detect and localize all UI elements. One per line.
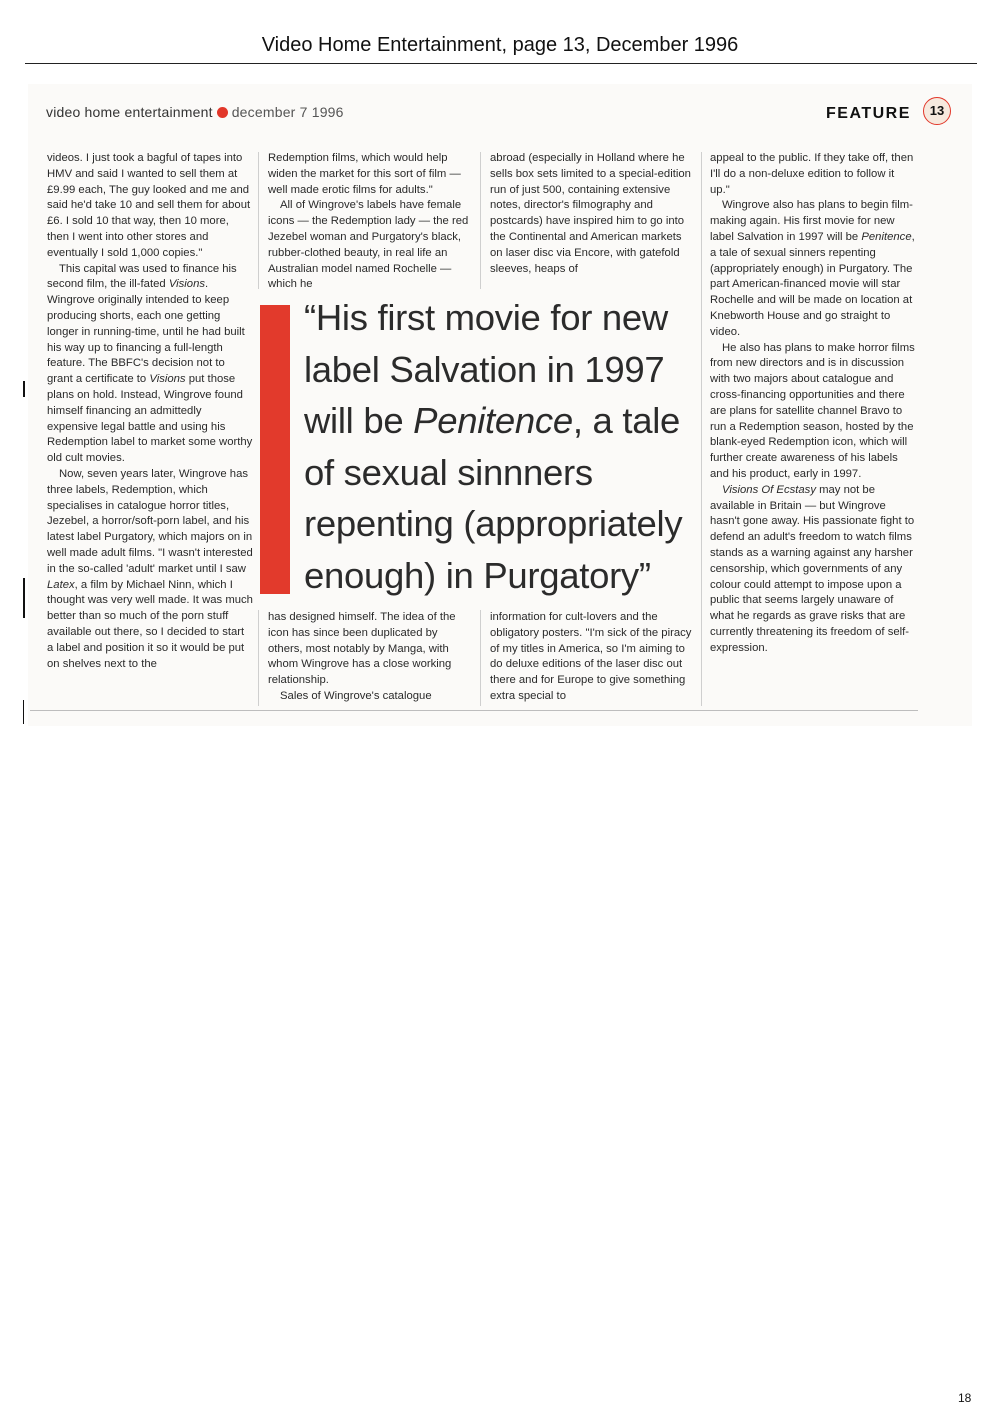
paragraph: He also has plans to make horror films from new directors and is in discussion with two majors about catalogue and cross-financing opportunities and there are plans for satellite channel Bravo to run a Redemption season, hosted by the blank-eyed Redemption icon, which will further create awareness of his labels and his product, early in 1997.: [710, 341, 915, 480]
column-divider: [480, 610, 481, 706]
paragraph: appeal to the public. If they take off, then I'll do a non-deluxe edition to follow it up.": [710, 152, 914, 196]
paragraph: information for cult-lovers and the obligatory posters. "I'm sick of the piracy of my titles in America, so I'm aiming to do deluxe editions of the laser disc out there and for Europe to give something extra special to: [490, 611, 692, 702]
scan-edge-mark: [23, 381, 25, 397]
article-column-3-continued: [490, 610, 696, 705]
column-divider: [258, 152, 259, 289]
article-column-1: [47, 151, 253, 672]
paragraph: Sales of Wingrove's catalogue: [280, 689, 432, 702]
article-column-2-continued: [268, 610, 474, 705]
pull-quote-line: will be Penitence, a tale: [304, 400, 680, 441]
pull-quote-line: repenting (appropriately: [304, 503, 683, 544]
pull-quote: [304, 292, 704, 601]
publication-name: video home entertainment: [46, 104, 213, 120]
film-title: Penitence: [861, 230, 912, 243]
pull-quote-accent-bar: [260, 305, 290, 594]
article-column-3: [490, 151, 696, 277]
bullet-dot-icon: [217, 107, 228, 118]
film-title: Visions Of Ecstasy: [722, 483, 816, 496]
paragraph: All of Wingrove's labels have female icons — the Redemption lady — the red Jezebel woman and Purgatory's black, rubber-clothed beauty, in real life an Australian model named Rochelle — which he: [268, 199, 469, 291]
title-divider: [25, 63, 977, 64]
column-divider: [258, 610, 259, 706]
paragraph: abroad (especially in Holland where he sells box sets limited to a special-edition run of just 500, containing extensive notes, director's filmography and postcards) have inspired him to go into the Continental and American markets on laser disc via Encore, with gatefold sleeves, heaps of: [490, 152, 691, 275]
film-title: Visions: [149, 373, 186, 386]
pull-quote-line: “His first movie for new: [304, 297, 668, 338]
film-title: Latex: [47, 578, 75, 591]
paragraph: Visions Of Ecstasy may not be available in Britain — but Wingrove hasn't gone away. His passionate fight to defend an adult's freedom to watch films stands as a warning against any harsher censorship, which governments of any colour could attempt to impose upon a public that seems largely unaware of what he regards as grave risks that are currently threatening its freedom of self-expression.: [710, 483, 915, 654]
section-label: FEATURE: [826, 105, 911, 122]
scan-edge-mark: [23, 578, 25, 618]
article-column-4: [710, 151, 916, 657]
film-title: Visions: [168, 278, 206, 291]
issue-date: december 7 1996: [231, 104, 344, 120]
paragraph: videos. I just took a bagful of tapes into HMV and said I wanted to sell them at £9.99 each, The guy looked and me and said he'd take 10 and sell them for about £6. I sold 10 that way, then 10 more, then I went into other stores and eventually I sold 1,000 copies.": [47, 152, 251, 259]
pull-quote-line: label Salvation in 1997: [304, 348, 665, 390]
article-column-2: [268, 151, 474, 293]
column-divider: [480, 152, 481, 289]
page-footer-rule: [30, 710, 918, 711]
scan-edge-mark: [23, 700, 24, 724]
pull-quote-line: of sexual sinnners: [304, 451, 593, 493]
pull-quote-line: enough) in Purgatory”: [304, 554, 651, 596]
paragraph: Wingrove also has plans to begin film-making again. His first movie for new label Salvation in 1997 will be Penitence, a tale of sexual sinners repenting (appropriately enough) in Purgatory. The part American-financed movie will star Rochelle and will be made on location at Knebworth House and go straight to video.: [710, 199, 915, 338]
paragraph: This capital was used to finance his second film, the ill-fated Visions. Wingrove originally intended to keep producing shorts, each one getting longer in running-time, until he had built his way up to financing a full-length feature. The BBFC's decision not to grant a certificate to Visions put those plans on hold. Instead, Wingrove found himself financing an admittedly expensive legal battle and using his Redemption label to market some worthy old cult movies.: [47, 262, 253, 465]
document-title: Video Home Entertainment, page 13, December 1996: [261, 34, 739, 56]
page-number: 18: [958, 1391, 972, 1405]
paragraph: Now, seven years later, Wingrove has three labels, Redemption, which specialises in catalogue horror titles, Jezebel, a horror/soft-porn label, and his latest label Purgatory, which majors on in well made adult films. "I wasn't interested in the so-called 'adult' market until I saw Latex, a film by Michael Ninn, which I thought was very well made. It was much better than so much of the porn stuff available out there, so I decided to start a label and position it so it would be put on shelves next to the: [47, 467, 253, 670]
masthead: [46, 104, 344, 120]
page-badge: 13: [923, 97, 951, 125]
paragraph: Redemption films, which would help widen the market for this sort of film — well made erotic films for adults.": [268, 152, 461, 196]
film-title: Penitence: [413, 400, 573, 441]
paragraph: has designed himself. The idea of the icon has since been duplicated by others, most notably by Manga, with whom Wingrove has a close working relationship.: [268, 611, 456, 687]
